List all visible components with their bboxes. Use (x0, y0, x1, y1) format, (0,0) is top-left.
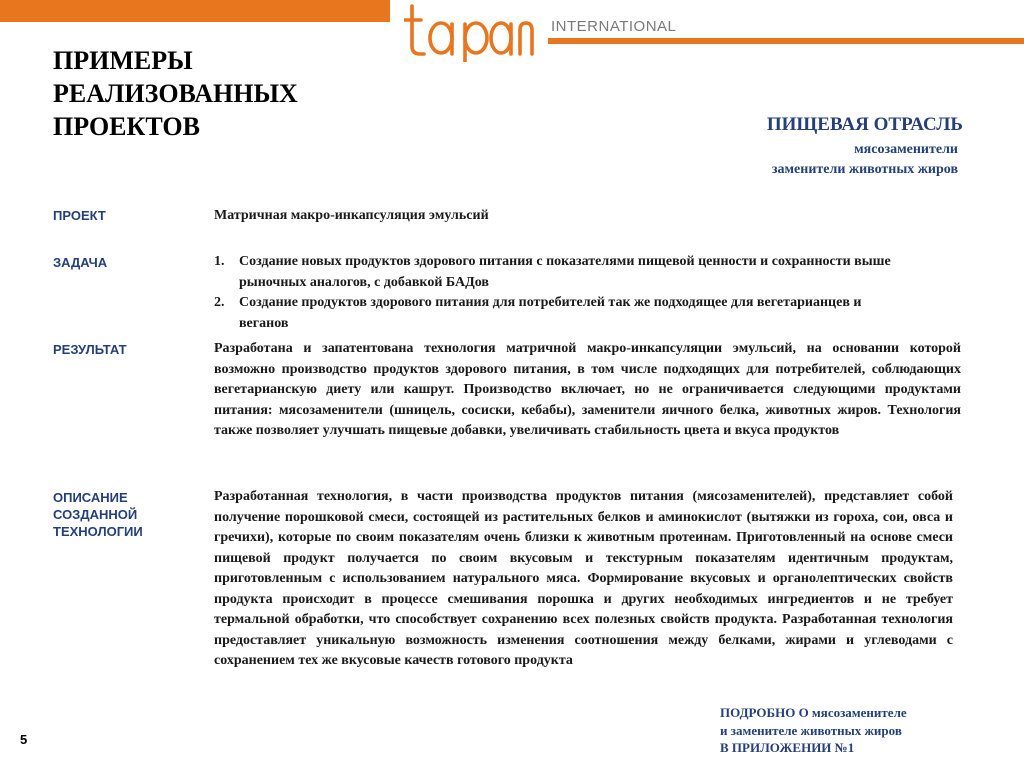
project-label: ПРОЕКТ (53, 208, 106, 223)
tapam-logo (404, 0, 536, 62)
task-item-text: Создание новых продуктов здорового питания с показателями пищевой ценности и сохранности выше рыночных аналогов, с добавкой БАДов (239, 254, 891, 290)
task-item-number: 1. (214, 254, 225, 269)
appendix-reference-line: ПОДРОБНО О мясозаменителе (720, 705, 907, 720)
task-list (214, 252, 914, 334)
task-label: ЗАДАЧА (53, 255, 108, 270)
task-item-number: 2. (214, 295, 225, 310)
appendix-reference-line: и заменителе животных жиров (720, 722, 902, 738)
page-title-line: ПРОЕКТОВ (53, 112, 200, 141)
result-label: РЕЗУЛЬТАТ (53, 342, 127, 357)
appendix-reference-line: В ПРИЛОЖЕНИИ №1 (720, 740, 855, 755)
task-item-text: Создание продуктов здорового питания для потребителей так же подходящее для вегетарианцев и веганов (239, 295, 862, 331)
result-text: Разработана и запатентована технология матричной макро-инкапсуляции эмульсий, на основании которой возможно производство продуктов здорового питания, в том числе подходящих для потребителей, соблюдающих вегетарианскую диету или кашрут. Производство включает, но не ограничивается следующими продуктами питания: мясозаменители (шницель, сосиски, кебабы), заменители яичного белка, животных жиров. Технология также позволяет улучшать пищевые добавки, увеличивать стабильность цвета и вкуса продуктов (214, 341, 961, 438)
brand-international-label: INTERNATIONAL (551, 18, 677, 35)
page-title (53, 44, 373, 143)
description-text: Разработанная технология, в части производства продуктов питания (мясозаменителей), представляет собой получение порошковой смеси, состоящей из растительных белков и аминокислот (вытяжки из гороха, сои, овса и гречихи), которые по своим показателям очень близки к животным протеинам. Приготовленный на основе смеси пищевой продукт получается по своим вкусовым и текстурным показателям идентичным продуктам, приготовленным с использованием натурального мяса. Формирование вкусовых и органолептических свойств продукта происходит в процессе смешивания порошка и других необходимых ингредиентов и не требует термальной обработки, что способствует сохранению всех полезных свойств продукта. Разработанная технология предоставляет уникальную возможность изменения соотношения между белками, жирами и углеводами с сохранением тех же вкусовые качеств готового продукта (214, 489, 953, 668)
description-label (53, 489, 193, 540)
description-label-line: СОЗДАННОЙ (53, 507, 138, 522)
project-text: Матричная макро-инкапсуляция эмульсий (214, 208, 489, 223)
page-title-line: РЕАЛИЗОВАННЫХ (53, 79, 298, 108)
top-left-accent-bar (0, 0, 390, 22)
description-label-line: ОПИСАНИЕ (53, 490, 128, 505)
top-right-accent-bar (548, 38, 1024, 44)
page-title-line: ПРИМЕРЫ (53, 46, 193, 75)
industry-heading: ПИЩЕВАЯ ОТРАСЛЬ (766, 114, 963, 135)
task-item (214, 293, 914, 334)
description-label-line: ТЕХНОЛОГИИ (53, 524, 143, 539)
appendix-reference (720, 704, 964, 757)
subcategory-item: заменители животных жиров (771, 162, 958, 177)
industry-subcategories (640, 140, 958, 180)
subcategory-item: мясозаменители (854, 142, 958, 157)
page-number: 5 (20, 732, 28, 747)
task-item (214, 252, 914, 293)
